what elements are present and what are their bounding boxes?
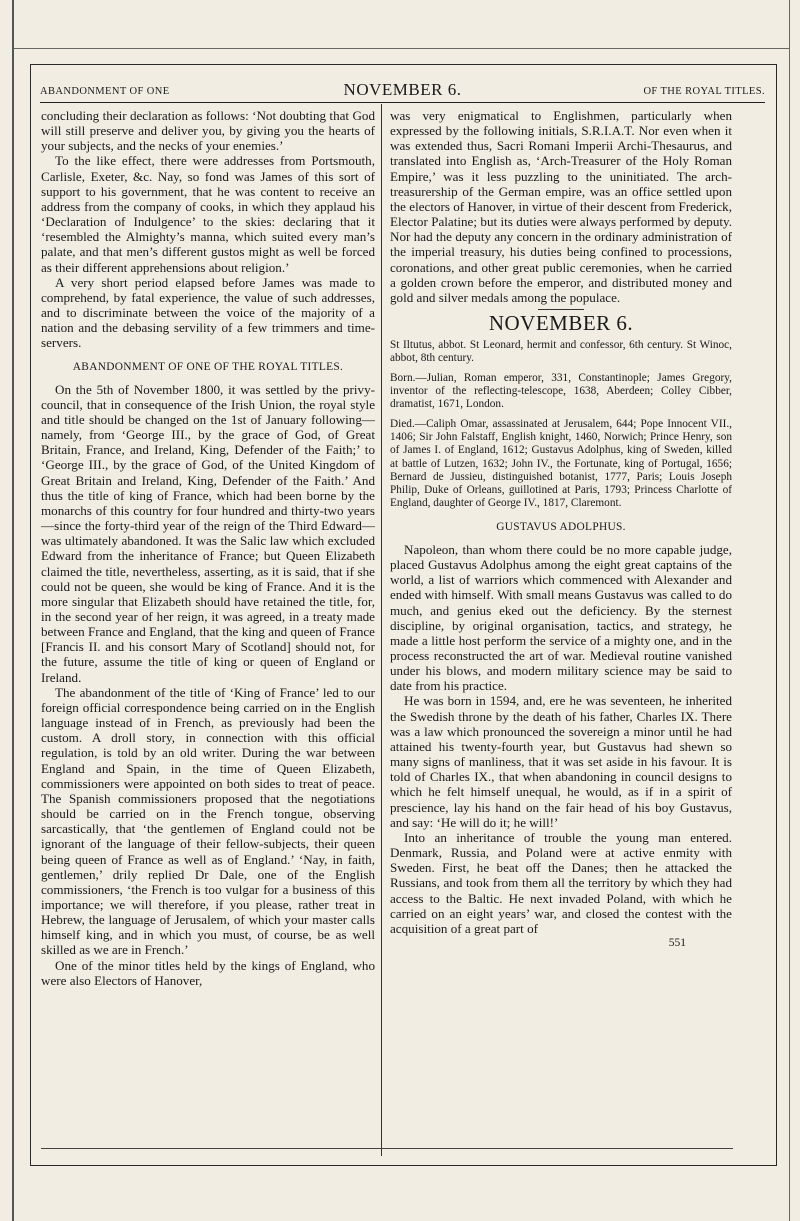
paragraph: To the like effect, there were addresses from Portsmouth, Carlisle, Exeter, &c. Nay, so fond was James of this sort of support to his government, that he was content to receive an address from the company of cooks, in which they applaud his ‘Declaration of Indulgence’ to the skies: declaring that it ‘resembled the Almighty’s manna, which suited every man’s palate, and that men’s different gustos might as well be forced as their different apprehensions about religion.’ [41, 153, 375, 275]
scan-top-rule [14, 48, 790, 49]
paragraph: Napoleon, than whom there could be no more capable judge, placed Gustavus Adolphus among the eight great captains of the world, a list of warriors which commenced with Alexander and ended with himself. With small means Gustavus was called to do much, and genius eked out the deficiency. By the sternest discipline, by original organisation, tactics, and strategy, he made a little host perform the service of a mighty one, and in the process reconstructed the art of war. Medieval routine vanished under his blows, and modern military science may be said to date from his practice. [390, 541, 732, 694]
column-divider [381, 104, 382, 1156]
paragraph: concluding their declaration as follows: ‘Not doubting that God will still preserve and deliver you, by giving you the hearts of your subjects, and the necks of your enemies.’ [41, 108, 375, 154]
paragraph: He was born in 1594, and, ere he was seventeen, he inherited the Swedish throne by the death of his father, Charles IX. There was a law which pronounced the sovereign a minor until he had attained his twenty-fourth year, but Gustavus had shewn so many signs of manliness, that it was set aside in his favour. It is told of Charles IX., that when abandoning in council designs to which he felt himself unequal, he would, as if in a spirit of prescience, lay his hand on the fair head of his boy Gustavus, and say: ‘He will do it; he will!’ [390, 693, 732, 830]
calendar-notes [390, 339, 732, 511]
paragraph: A very short period elapsed before James was made to comprehend, by fatal experience, the value of such addresses, and to discriminate between the voice of the majority of a nation and the debasing servility of a few trimmers and time-servers. [41, 274, 375, 351]
date-heading: NOVEMBER 6. [488, 311, 634, 336]
right-column [390, 108, 732, 1143]
born-list: Born.—Julian, Roman emperor, 331, Constantinople; James Gregory, inventor of the reflecting-telescope, 1638, Aberdeen; Colley Cibber, dramatist, 1671, London. [390, 371, 732, 411]
scan-edge-right [789, 0, 790, 1221]
scan-edge-left [12, 0, 14, 1221]
running-header [40, 80, 765, 103]
section-heading: GUSTAVUS ADOLPHUS. [496, 520, 626, 533]
page-number: 551 [668, 936, 686, 949]
died-list: Died.—Caliph Omar, assassinated at Jerusalem, 644; Pope Innocent VII., 1406; Sir John Falstaff, English knight, 1460, Norwich; Prince Henry, son of James I. of England, 1612; Gustavus Adolphus, king of Sweden, killed at battle of Lutzen, 1632; John IV., the Fortunate, king of Portugal, 1656; Bernard de Jussieu, distinguished botanist, 1777, Paris; Louis Joseph Philip, Duke of Orleans, guillotined at Paris, 1793; Princess Charlotte of England, daughter of George IV., 1817, Claremont. [390, 417, 732, 510]
paragraph: The abandonment of the title of ‘King of France’ led to our foreign official correspondence being carried on in the English language instead of in French, as previously had been the custom. A droll story, in connection with this official regulation, is told by an old writer. During the war between England and Spain, in the time of Queen Elizabeth, commissioners were appointed on both sides to treat of peace. The Spanish commissioners proposed that the negotiations should be carried on in the French tongue, observing sarcastically, that ‘the gentlemen of England could not be ignorant of the language of their fellow-subjects, their queen being queen of France as well as of England.’ ‘Nay, in faith, gentlemen,’ drily replied Dr Dale, one of the English commissioners, ‘the French is too vulgar for a business of this importance; we will therefore, if you please, rather treat in Hebrew, the language of Jerusalem, of which your master calls himself king, and in which you must, of course, be as well skilled as we are in French.’ [41, 684, 375, 958]
section-rule [538, 309, 584, 310]
paragraph: was very enigmatical to Englishmen, particularly when expressed by the following initials, S.R.I.A.T. Nor even when it was extended thus, Sacri Romani Imperii Archi-Thesaurus, and translated into English as, ‘Arch-Treasurer of the Holy Roman Empire,’ was it less puzzling to the uninitiated. The arch-treasurership of the German empire, was an office settled upon the electors of Hanover, in virtue of their descent from Frederick, Elector Palatine; but its duties were always performed by deputy. Nor had the deputy any concern in the ordinary administration of the imperial treasury, his duties being confined to processions, coronations, and other great public ceremonies, when he carried a golden crown before the emperor, and distributed money and gold and silver medals among the populace. [390, 108, 732, 305]
header-date: NOVEMBER 6. [343, 80, 462, 99]
section-heading: ABANDONMENT OF ONE OF THE ROYAL TITLES. [72, 360, 344, 373]
bottom-rule [41, 1148, 733, 1149]
paragraph: On the 5th of November 1800, it was settled by the privy-council, that in consequence of the Irish Union, the royal style and title should be changed on the 1st of January following—namely, from ‘George III., by the grace of God, of Great Britain, France, and Ireland, King, Defender of the Faith;’ to ‘George III., by the grace of God, of the United Kingdom of Great Britain and Ireland, King, Defender of the Faith.’ And thus the title of king of France, which had been borne by the monarchs of this country for four hundred and thirty-two years—since the forty-third year of the reign of the Third Edward—was ultimately abandoned. It was the Salic law which excluded Edward from the inheritance of France; but Queen Elizabeth claimed the title, nevertheless, asserting, as it is said, that if she could not be queen, she would be king of France. And it is the more singular that Elizabeth should have retained the title, for, in the second year of her reign, it was agreed, in a treaty made between France and England, that the king and queen of France [Francis II. and his consort Mary of Scotland] should not, for the future, assume the title of king or queen of England or Ireland. [41, 381, 375, 685]
header-left: ABANDONMENT OF ONE [40, 86, 170, 97]
saints-days: St Iltutus, abbot. St Leonard, hermit and confessor, 6th century. St Winoc, abbot, 8th century. [390, 339, 732, 365]
paragraph: One of the minor titles held by the kings of England, who were also Electors of Hanover, [41, 957, 375, 988]
header-right: OF THE ROYAL TITLES. [643, 86, 765, 97]
paragraph: Into an inheritance of trouble the young man entered. Denmark, Russia, and Poland were at active enmity with Sweden. First, he beat off the Danes; then he attacked the Russians, and took from them all the territory by which they had access to the Baltic. He next invaded Poland, with which he carried on an eight years’ war, and closed the contest with the acquisition of a great part of [390, 829, 732, 936]
left-column [41, 108, 375, 1143]
